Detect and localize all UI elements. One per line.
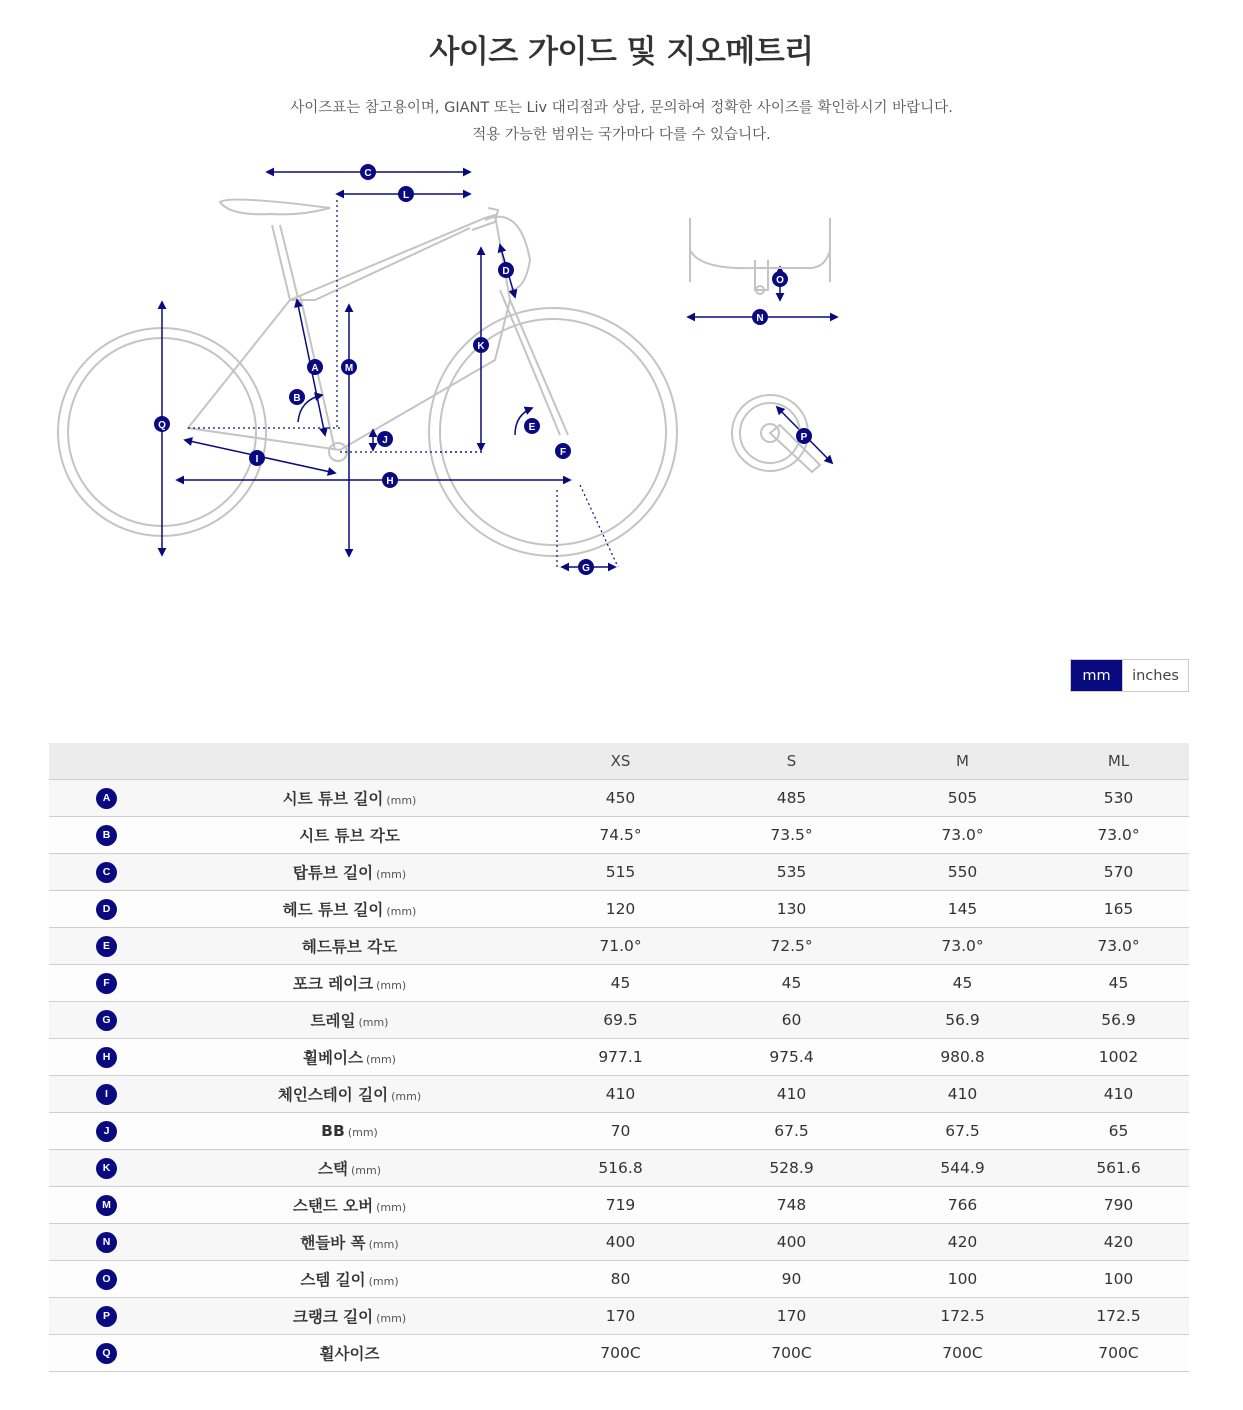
value-cell: 45: [706, 965, 877, 1002]
label-c: [360, 164, 376, 180]
bike-illustration: [58, 200, 677, 556]
value-cell: 145: [877, 891, 1048, 928]
value-cell: 130: [706, 891, 877, 928]
measure-unit: (mm): [347, 1126, 378, 1139]
value-cell: 120: [535, 891, 706, 928]
handlebar-drop: [485, 217, 530, 290]
value-cell: 719: [535, 1187, 706, 1224]
measure-badge: E: [96, 936, 117, 957]
measure-name: BB: [321, 1122, 345, 1140]
value-cell: 400: [706, 1224, 877, 1261]
row-name-cell: [164, 1261, 535, 1298]
table-row: [49, 780, 1189, 817]
label-p: [796, 428, 812, 444]
table-row: [49, 1076, 1189, 1113]
row-badge-cell: [49, 1261, 164, 1298]
value-cell: 450: [535, 780, 706, 817]
unit-toggle: [1070, 659, 1189, 692]
row-badge-cell: [49, 1076, 164, 1113]
svg-text:Q: Q: [158, 420, 166, 431]
svg-text:M: M: [344, 363, 354, 374]
svg-text:E: E: [528, 422, 536, 433]
value-cell: 410: [535, 1076, 706, 1113]
svg-text:K: K: [477, 341, 485, 352]
value-cell: 410: [1048, 1076, 1189, 1113]
row-badge-cell: [49, 817, 164, 854]
row-badge-cell: [49, 780, 164, 817]
measure-badge: J: [96, 1121, 117, 1142]
measure-badge: O: [96, 1269, 117, 1290]
measure-badge: D: [96, 899, 117, 920]
row-badge-cell: [49, 1113, 164, 1150]
value-cell: 100: [1048, 1261, 1189, 1298]
table-row: [49, 1298, 1189, 1335]
value-cell: 170: [535, 1298, 706, 1335]
table-row: [49, 1002, 1189, 1039]
measure-name: 시트 튜브 길이: [282, 790, 384, 808]
label-g: [578, 559, 594, 575]
value-cell: 65: [1048, 1113, 1189, 1150]
value-cell: 505: [877, 780, 1048, 817]
table-row: [49, 1039, 1189, 1076]
value-cell: 400: [535, 1224, 706, 1261]
value-cell: 516.8: [535, 1150, 706, 1187]
value-cell: 80: [535, 1261, 706, 1298]
row-badge-cell: [49, 891, 164, 928]
value-cell: 73.0°: [1048, 928, 1189, 965]
svg-text:H: H: [386, 476, 394, 487]
measure-badge: A: [96, 788, 117, 809]
svg-text:G: G: [582, 563, 590, 574]
row-name-cell: [164, 1002, 535, 1039]
row-name-cell: [164, 1298, 535, 1335]
row-name-cell: [164, 1150, 535, 1187]
measure-name: 크랭크 길이: [292, 1308, 374, 1326]
row-badge-cell: [49, 1150, 164, 1187]
value-cell: 165: [1048, 891, 1189, 928]
value-cell: 172.5: [877, 1298, 1048, 1335]
row-name-cell: [164, 1076, 535, 1113]
measure-name: 체인스테이 길이: [277, 1086, 389, 1104]
svg-text:A: A: [311, 363, 319, 374]
geometry-diagram: [40, 150, 860, 590]
label-f: [555, 443, 571, 459]
value-cell: 748: [706, 1187, 877, 1224]
size-header: M: [877, 743, 1048, 780]
measure-unit: (mm): [365, 1053, 396, 1066]
table-row: [49, 1224, 1189, 1261]
label-i: [249, 450, 265, 466]
value-cell: 72.5°: [706, 928, 877, 965]
row-name-cell: [164, 965, 535, 1002]
label-k: [473, 337, 489, 353]
measure-name: 스템 길이: [300, 1271, 366, 1289]
table-row: [49, 1261, 1189, 1298]
value-cell: 73.0°: [877, 817, 1048, 854]
value-cell: 100: [877, 1261, 1048, 1298]
row-name-cell: [164, 1224, 535, 1261]
geometry-table: [49, 743, 1189, 1372]
value-cell: 550: [877, 854, 1048, 891]
row-name-cell: [164, 817, 535, 854]
page-subtitle: [0, 95, 1243, 149]
value-cell: 530: [1048, 780, 1189, 817]
row-badge-cell: [49, 1335, 164, 1372]
measure-badge: B: [96, 825, 117, 846]
row-badge-cell: [49, 854, 164, 891]
value-cell: 544.9: [877, 1150, 1048, 1187]
svg-text:F: F: [559, 447, 567, 458]
svg-text:C: C: [364, 168, 372, 179]
measure-unit: (mm): [368, 1275, 399, 1288]
measure-name: 시트 튜브 각도: [299, 827, 400, 845]
page-title: 사이즈 가이드 및 지오메트리: [429, 34, 814, 70]
table-row: [49, 1187, 1189, 1224]
measure-name: 핸들바 폭: [300, 1234, 366, 1252]
table-row: [49, 1150, 1189, 1187]
value-cell: 980.8: [877, 1039, 1048, 1076]
measure-badge: K: [96, 1158, 117, 1179]
measure-name: 스탠드 오버: [292, 1197, 374, 1215]
value-cell: 570: [1048, 854, 1189, 891]
table-row: [49, 1335, 1189, 1372]
front-wheel: [429, 308, 677, 556]
value-cell: 410: [706, 1076, 877, 1113]
table-header-row: [49, 743, 1189, 780]
value-cell: 71.0°: [535, 928, 706, 965]
measure-badge: H: [96, 1047, 117, 1068]
measure-unit: (mm): [376, 868, 407, 881]
row-name-cell: [164, 854, 535, 891]
svg-text:N: N: [756, 313, 764, 324]
measure-name: 탑튜브 길이: [292, 864, 374, 882]
measure-badge: Q: [96, 1343, 117, 1364]
table-row: [49, 854, 1189, 891]
unit-inches-button[interactable]: inches: [1122, 660, 1188, 691]
measure-unit: (mm): [386, 794, 417, 807]
size-header: ML: [1048, 743, 1189, 780]
svg-text:L: L: [402, 190, 410, 201]
row-name-cell: [164, 891, 535, 928]
measure-unit: (mm): [376, 979, 407, 992]
measure-badge: I: [96, 1084, 117, 1105]
label-m: [341, 359, 357, 375]
value-cell: 172.5: [1048, 1298, 1189, 1335]
label-n: [752, 309, 768, 325]
measure-name: 휠베이스: [303, 1049, 363, 1067]
value-cell: 56.9: [877, 1002, 1048, 1039]
row-name-cell: [164, 1039, 535, 1076]
svg-text:D: D: [502, 266, 510, 277]
subtitle-line-2: 적용 가능한 범위는 국가마다 다를 수 있습니다.: [472, 127, 771, 143]
value-cell: 45: [877, 965, 1048, 1002]
measure-name: 헤드튜브 각도: [301, 938, 398, 956]
value-cell: 73.0°: [1048, 817, 1189, 854]
label-l: [398, 186, 414, 202]
label-o: [772, 271, 788, 287]
value-cell: 45: [535, 965, 706, 1002]
label-d: [498, 262, 514, 278]
label-e: [524, 418, 540, 434]
label-j: [377, 431, 393, 447]
saddle: [220, 200, 330, 215]
table-row: [49, 817, 1189, 854]
measure-name: 트레일: [310, 1012, 356, 1030]
measure-name: 헤드 튜브 길이: [282, 901, 384, 919]
svg-text:O: O: [776, 275, 784, 286]
value-cell: 73.0°: [877, 928, 1048, 965]
value-cell: 67.5: [877, 1113, 1048, 1150]
value-cell: 69.5: [535, 1002, 706, 1039]
measure-name: 휠사이즈: [319, 1345, 380, 1363]
value-cell: 74.5°: [535, 817, 706, 854]
value-cell: 977.1: [535, 1039, 706, 1076]
value-cell: 90: [706, 1261, 877, 1298]
subtitle-line-1: 사이즈표는 참고용이며, GIANT 또는 Liv 대리점과 상담, 문의하여 정확한 사이즈를 확인하시기 바랍니다.: [290, 100, 953, 116]
value-cell: 700C: [877, 1335, 1048, 1372]
value-cell: 45: [1048, 965, 1189, 1002]
measure-badge: P: [96, 1306, 117, 1327]
row-name-cell: [164, 1335, 535, 1372]
svg-text:I: I: [255, 454, 259, 465]
row-badge-cell: [49, 1187, 164, 1224]
value-cell: 56.9: [1048, 1002, 1189, 1039]
measure-name: 포크 레이크: [292, 975, 374, 993]
row-badge-cell: [49, 1298, 164, 1335]
measure-badge: M: [96, 1195, 117, 1216]
measure-unit: (mm): [376, 1201, 407, 1214]
value-cell: 70: [535, 1113, 706, 1150]
row-badge-cell: [49, 1039, 164, 1076]
measure-unit: (mm): [358, 1016, 389, 1029]
value-cell: 60: [706, 1002, 877, 1039]
row-badge-cell: [49, 965, 164, 1002]
row-name-cell: [164, 780, 535, 817]
value-cell: 700C: [535, 1335, 706, 1372]
value-cell: 700C: [706, 1335, 877, 1372]
value-cell: 515: [535, 854, 706, 891]
row-badge-cell: [49, 928, 164, 965]
svg-text:J: J: [382, 435, 388, 446]
value-cell: 1002: [1048, 1039, 1189, 1076]
value-cell: 528.9: [706, 1150, 877, 1187]
measure-badge: G: [96, 1010, 117, 1031]
size-header: S: [706, 743, 877, 780]
measure-badge: F: [96, 973, 117, 994]
unit-mm-button[interactable]: mm: [1071, 660, 1122, 691]
value-cell: 975.4: [706, 1039, 877, 1076]
value-cell: 561.6: [1048, 1150, 1189, 1187]
value-cell: 700C: [1048, 1335, 1189, 1372]
svg-text:B: B: [293, 393, 301, 404]
value-cell: 535: [706, 854, 877, 891]
measure-badge: C: [96, 862, 117, 883]
value-cell: 420: [877, 1224, 1048, 1261]
value-cell: 73.5°: [706, 817, 877, 854]
value-cell: 766: [877, 1187, 1048, 1224]
table-row: [49, 1113, 1189, 1150]
measure-unit: (mm): [376, 1312, 407, 1325]
row-name-cell: [164, 1113, 535, 1150]
label-h: [382, 472, 398, 488]
value-cell: 790: [1048, 1187, 1189, 1224]
label-b: [289, 389, 305, 405]
value-cell: 485: [706, 780, 877, 817]
value-cell: 410: [877, 1076, 1048, 1113]
value-cell: 170: [706, 1298, 877, 1335]
row-name-cell: [164, 1187, 535, 1224]
table-row: [49, 928, 1189, 965]
row-badge-cell: [49, 1224, 164, 1261]
row-badge-cell: [49, 1002, 164, 1039]
measure-badge: N: [96, 1232, 117, 1253]
measure-unit: (mm): [391, 1090, 422, 1103]
measure-name: 스택: [318, 1160, 348, 1178]
label-a: [307, 359, 323, 375]
value-cell: 420: [1048, 1224, 1189, 1261]
row-name-cell: [164, 928, 535, 965]
value-cell: 67.5: [706, 1113, 877, 1150]
measure-unit: (mm): [386, 905, 417, 918]
size-header: XS: [535, 743, 706, 780]
table-row: [49, 965, 1189, 1002]
measure-unit: (mm): [350, 1164, 381, 1177]
table-row: [49, 891, 1189, 928]
measure-unit: (mm): [368, 1238, 399, 1251]
handlebar-front: [690, 218, 830, 282]
label-q: [154, 416, 170, 432]
svg-text:P: P: [800, 432, 808, 443]
